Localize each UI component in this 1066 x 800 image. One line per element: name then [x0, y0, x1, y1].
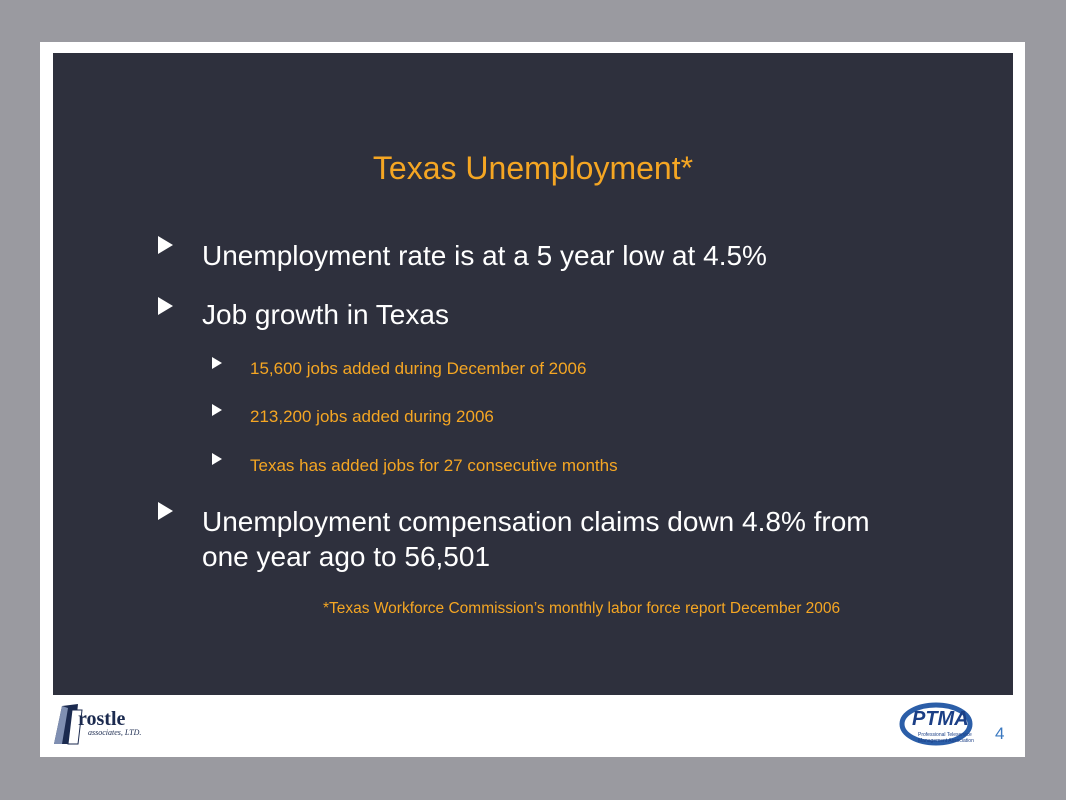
bullet-arrow-icon — [158, 297, 173, 315]
trostle-logo-text: rostle — [78, 708, 126, 730]
page-number: 4 — [995, 724, 1005, 743]
trostle-logo-subtext: associates, LTD. — [88, 728, 142, 737]
bullet-text: Job growth in Texas — [202, 299, 449, 330]
sub-bullet-text: 213,200 jobs added during 2006 — [250, 407, 494, 426]
bullet-arrow-icon — [158, 502, 173, 520]
trostle-logo — [48, 700, 168, 750]
sub-bullet-arrow-icon — [212, 453, 222, 465]
sub-bullet-text: Texas has added jobs for 27 consecutive months — [250, 456, 618, 475]
slide-title: Texas Unemployment* — [372, 150, 694, 186]
ptma-sub-line-1: Professional Teleservice — [918, 732, 972, 738]
ptma-logo-text: PTMA — [912, 708, 969, 730]
ptma-logo — [898, 702, 990, 750]
bullet-arrow-icon — [158, 236, 173, 254]
bullet-text: Unemployment compensation claims down 4.8% from one year ago to 56,501 — [202, 506, 870, 572]
ptma-sub-line-2: Management Association — [918, 738, 974, 744]
ptma-logo-subtext — [918, 732, 974, 744]
sub-bullet-text: 15,600 jobs added during December of 2006 — [250, 359, 587, 378]
sub-bullet-arrow-icon — [212, 404, 222, 416]
source-note: *Texas Workforce Commission’s monthly labor force report December 2006 — [323, 600, 841, 617]
sub-bullet-arrow-icon — [212, 357, 222, 369]
bullet-text: Unemployment rate is at a 5 year low at 4.5% — [202, 240, 767, 271]
